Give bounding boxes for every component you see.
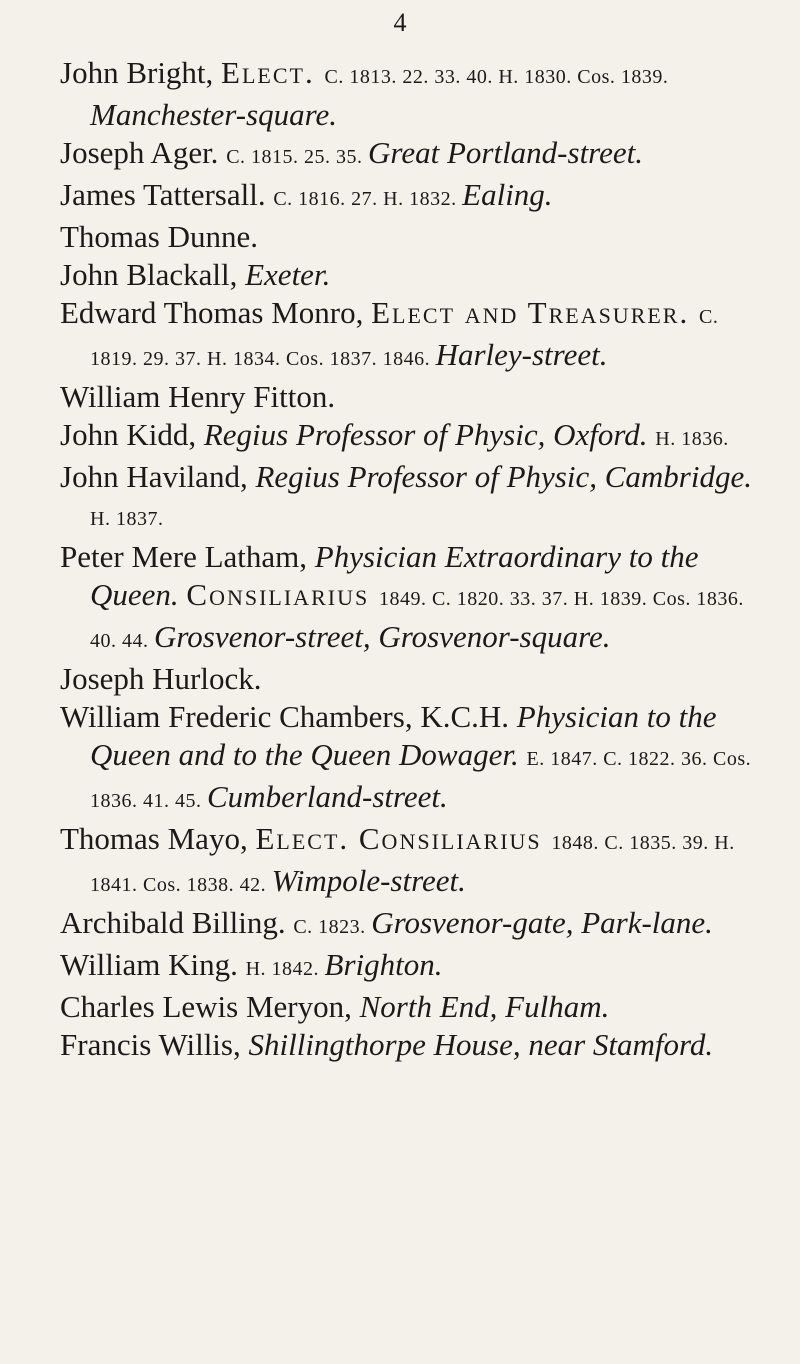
entry-segment-plain: William Frederic Chambers, K.C.H. <box>60 699 517 734</box>
entry-segment-plain: Archibald Billing. <box>60 905 294 940</box>
member-entry <box>60 176 760 218</box>
entry-segment-small: H. 1836. <box>655 428 729 450</box>
entry-segment-italic: Regius Professor of Physic, Oxford. <box>203 417 656 452</box>
entry-segment-plain: Charles Lewis Meryon, <box>60 989 360 1024</box>
member-entry <box>60 256 760 294</box>
entry-segment-plain: Edward Thomas Monro, <box>60 295 372 330</box>
entry-segment-italic: Ealing. <box>462 177 553 212</box>
entry-segment-small: E. 1847. C. 1822. 36. Cos. 1836. 41. 45. <box>90 748 752 812</box>
entry-segment-plain: Francis Willis, <box>60 1027 249 1062</box>
entry-segment-small: C. 1816. 27. H. 1832. <box>273 188 463 210</box>
entry-segment-italic: Cumberland-street. <box>207 779 448 814</box>
entry-segment-plain: John Haviland, <box>60 459 256 494</box>
entry-segment-plain: Peter Mere Latham, <box>60 539 315 574</box>
entry-segment-small: H. 1837. <box>90 508 164 530</box>
member-list <box>60 54 760 1064</box>
entry-segment-plain: William King. <box>60 947 246 982</box>
entry-segment-plain: John Kidd, <box>60 417 204 452</box>
entry-segment-italic: Physician Extraordinary to the Queen. <box>90 539 699 612</box>
entry-segment-sc: Elect and Treasurer. <box>371 295 699 330</box>
entry-segment-small: C. 1813. 22. 33. 40. H. 1830. Cos. 1839. <box>324 66 669 88</box>
entry-segment-plain: William Henry Fitton. <box>60 379 336 414</box>
member-entry <box>60 134 760 176</box>
entry-segment-small: C. 1819. 29. 37. H. 1834. Cos. 1837. 1846. <box>90 306 719 370</box>
entry-segment-plain: John Blackall, <box>60 257 246 292</box>
entry-segment-small: C. 1823. <box>293 916 372 938</box>
member-entry <box>60 294 760 378</box>
entry-segment-sc: Consiliarius <box>186 577 379 612</box>
entry-segment-italic: Manchester-square. <box>90 97 338 132</box>
entry-segment-italic: Wimpole-street. <box>271 863 466 898</box>
entry-segment-italic: Grosvenor-gate, Park-lane. <box>371 905 713 940</box>
entry-segment-italic: Exeter. <box>245 257 331 292</box>
entry-segment-plain: Joseph Ager. <box>60 135 227 170</box>
entry-segment-small: 1848. C. 1835. 39. H. 1841. Cos. 1838. 42. <box>90 832 735 896</box>
page-number: 4 <box>393 8 407 37</box>
member-entry <box>60 946 760 988</box>
entry-segment-plain: Joseph Hurlock. <box>60 661 262 696</box>
entry-segment-italic: Harley-street. <box>435 337 608 372</box>
entry-segment-sc: Elect. Consiliarius <box>255 821 552 856</box>
member-entry <box>60 538 760 660</box>
member-entry <box>60 660 760 698</box>
member-entry <box>60 820 760 904</box>
member-entry <box>60 904 760 946</box>
entry-segment-plain: Thomas Dunne. <box>60 219 259 254</box>
entry-segment-plain: John Bright, <box>60 55 222 90</box>
member-entry <box>60 416 760 458</box>
member-entry <box>60 988 760 1026</box>
entry-segment-small: C. 1815. 25. 35. <box>226 146 369 168</box>
entry-segment-sc: Elect. <box>221 55 325 90</box>
entry-segment-plain: Thomas Mayo, <box>60 821 256 856</box>
member-entry <box>60 1026 760 1064</box>
entry-segment-small: H. 1842. <box>245 958 325 980</box>
member-entry <box>60 458 760 538</box>
entry-segment-italic: Great Portland-street. <box>368 135 643 170</box>
entry-segment-italic: Brighton. <box>324 947 443 982</box>
entry-segment-plain: James Tattersall. <box>60 177 274 212</box>
member-entry <box>60 378 760 416</box>
entry-segment-italic: Physician to the Queen and to the Queen Dowager. <box>90 699 717 772</box>
entry-segment-italic: Grosvenor-street, Grosvenor-square. <box>154 619 611 654</box>
member-entry <box>60 218 760 256</box>
member-entry <box>60 698 760 820</box>
member-entry <box>60 54 760 134</box>
entry-segment-small: 1849. C. 1820. 33. 37. H. 1839. Cos. 1836. 40. 44. <box>90 588 744 652</box>
entry-segment-italic: Shillingthorpe House, near Stamford. <box>248 1027 714 1062</box>
entry-segment-italic: Regius Professor of Physic, Cambridge. <box>255 459 752 494</box>
entry-segment-italic: North End, Fulham. <box>359 989 610 1024</box>
